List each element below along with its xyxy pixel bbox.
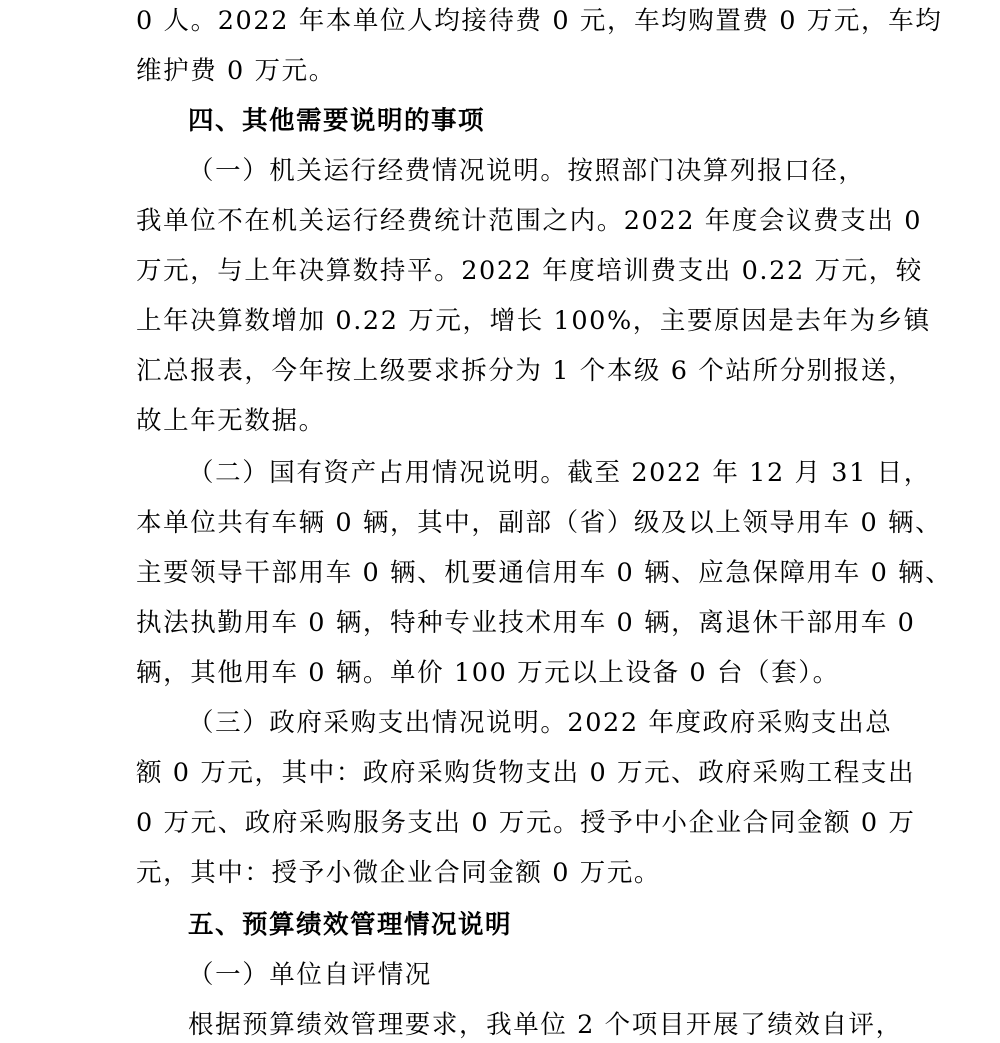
paragraph-line: 万元，与上年决算数持平。2022 年度培训费支出 0.22 万元，较	[136, 256, 923, 286]
subsection-title: （三）政府采购支出情况说明	[188, 708, 541, 738]
subsection-title: （一）机关运行经费情况说明	[188, 156, 541, 186]
paragraph-line: 上年决算数增加 0.22 万元，增长 100%，主要原因是去年为乡镇	[136, 306, 931, 336]
paragraph-line: 元，其中：授予小微企业合同金额 0 万元。	[136, 858, 662, 888]
paragraph-line: 执法执勤用车 0 辆，特种专业技术用车 0 辆，离退休干部用车 0	[136, 608, 916, 638]
paragraph-line: 主要领导干部用车 0 辆、机要通信用车 0 辆、应急保障用车 0 辆、	[136, 558, 953, 588]
subsection-line	[188, 154, 866, 188]
paragraph-line: 本单位共有车辆 0 辆，其中，副部（省）级及以上领导用车 0 辆、	[136, 508, 943, 538]
paragraph-line: 额 0 万元，其中：政府采购货物支出 0 万元、政府采购工程支出	[136, 758, 916, 788]
subsection-text: 。按照部门决算列报口径，	[540, 156, 866, 186]
paragraph-line: 0 人。2022 年本单位人均接待费 0 元，车均购置费 0 万元，车均	[136, 6, 943, 36]
paragraph-line: 维护费 0 万元。	[136, 56, 336, 86]
paragraph-line: 汇总报表，今年按上级要求拆分为 1 个本级 6 个站所分别报送，	[136, 356, 916, 386]
paragraph-line: 我单位不在机关运行经费统计范围之内。2022 年度会议费支出 0	[136, 206, 923, 236]
subsection-title: （二）国有资产占用情况说明	[188, 458, 541, 488]
paragraph-line: 故上年无数据。	[136, 406, 326, 436]
subsection-text: 。2022 年度政府采购支出总	[540, 708, 893, 738]
paragraph-line: 辆，其他用车 0 辆。单价 100 万元以上设备 0 台（套）。	[136, 658, 840, 688]
section-heading-5: 五、预算绩效管理情况说明	[188, 910, 513, 940]
paragraph-line: 0 万元、政府采购服务支出 0 万元。授予中小企业合同金额 0 万	[136, 808, 916, 838]
subsection-line	[188, 706, 892, 740]
section-heading-4: 四、其他需要说明的事项	[188, 106, 486, 136]
paragraph-line: 根据预算绩效管理要求，我单位 2 个项目开展了绩效自评，	[188, 1010, 903, 1040]
subsection-text: 。截至 2022 年 12 月 31 日，	[540, 458, 931, 488]
subsection-title: （一）单位自评情况	[188, 960, 432, 990]
subsection-line	[188, 456, 931, 490]
